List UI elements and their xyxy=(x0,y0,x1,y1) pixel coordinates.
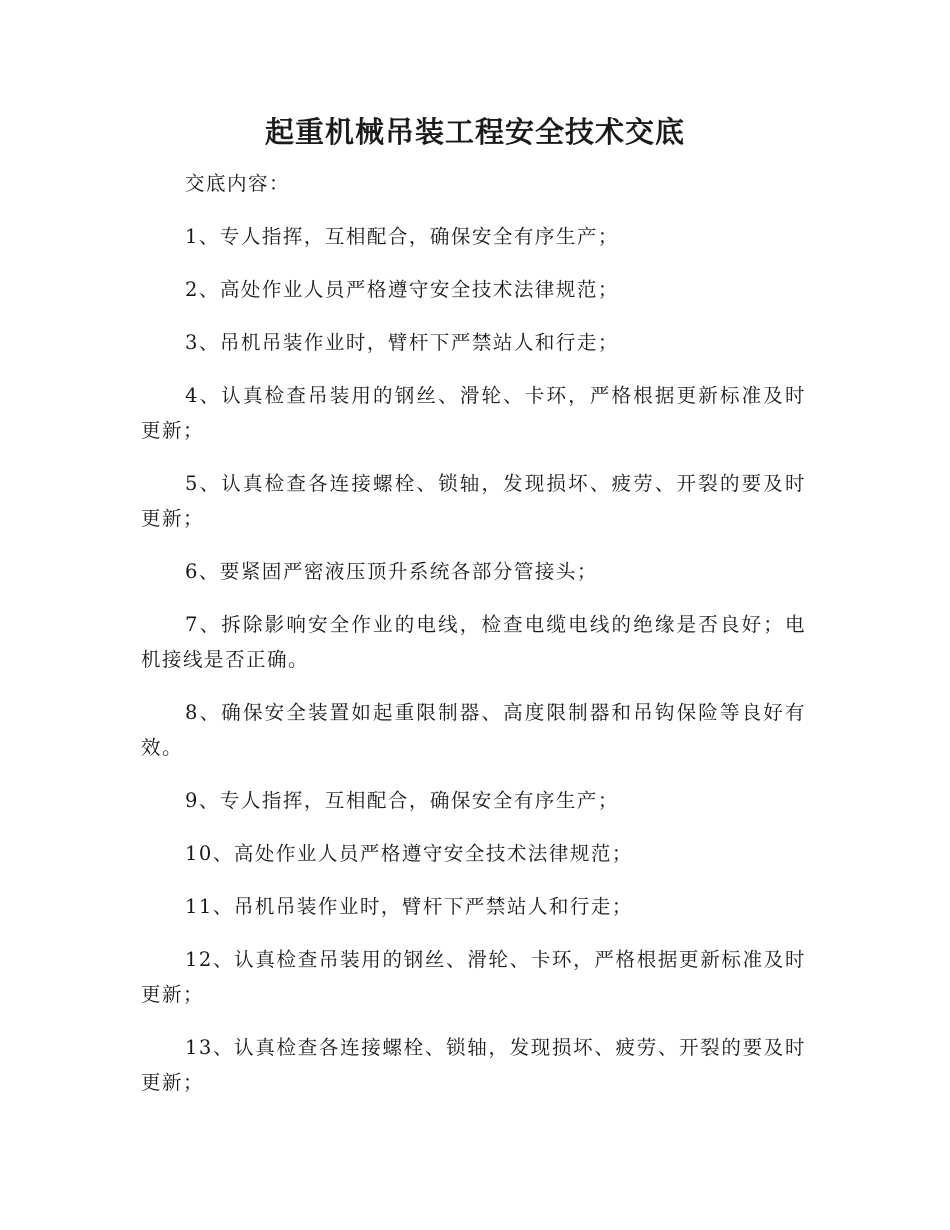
list-item: 13、认真检查各连接螺栓、锁轴，发现损坏、疲劳、开裂的要及时更新； xyxy=(141,1036,806,1094)
list-item: 3、吊机吊装作业时，臂杆下严禁站人和行走； xyxy=(185,331,619,354)
list-item: 2、高处作业人员严格遵守安全技术法律规范； xyxy=(185,278,619,301)
list-item: 11、吊机吊装作业时，臂杆下严禁站人和行走； xyxy=(185,895,633,918)
list-item: 5、认真检查各连接螺栓、锁轴，发现损坏、疲劳、开裂的要及时更新； xyxy=(141,472,806,530)
list-item: 6、要紧固严密液压顶升系统各部分管接头； xyxy=(185,560,598,583)
list-item: 4、认真检查吊装用的钢丝、滑轮、卡环，严格根据更新标准及时更新； xyxy=(141,384,806,442)
list-item: 10、高处作业人员严格遵守安全技术法律规范； xyxy=(185,842,633,865)
list-item: 1、专人指挥，互相配合，确保安全有序生产； xyxy=(185,225,619,248)
list-item: 9、专人指挥，互相配合，确保安全有序生产； xyxy=(185,789,619,812)
document-body xyxy=(141,166,806,1118)
list-item: 8、确保安全装置如起重限制器、高度限制器和吊钩保险等良好有效。 xyxy=(141,701,806,759)
document-title: 起重机械吊装工程安全技术交底 xyxy=(264,115,685,149)
list-item: 7、拆除影响安全作业的电线，检查电缆电线的绝缘是否良好；电机接线是否正确。 xyxy=(141,613,806,671)
intro-paragraph: 交底内容： xyxy=(185,172,291,195)
list-item: 12、认真检查吊装用的钢丝、滑轮、卡环，严格根据更新标准及时更新； xyxy=(141,948,806,1006)
